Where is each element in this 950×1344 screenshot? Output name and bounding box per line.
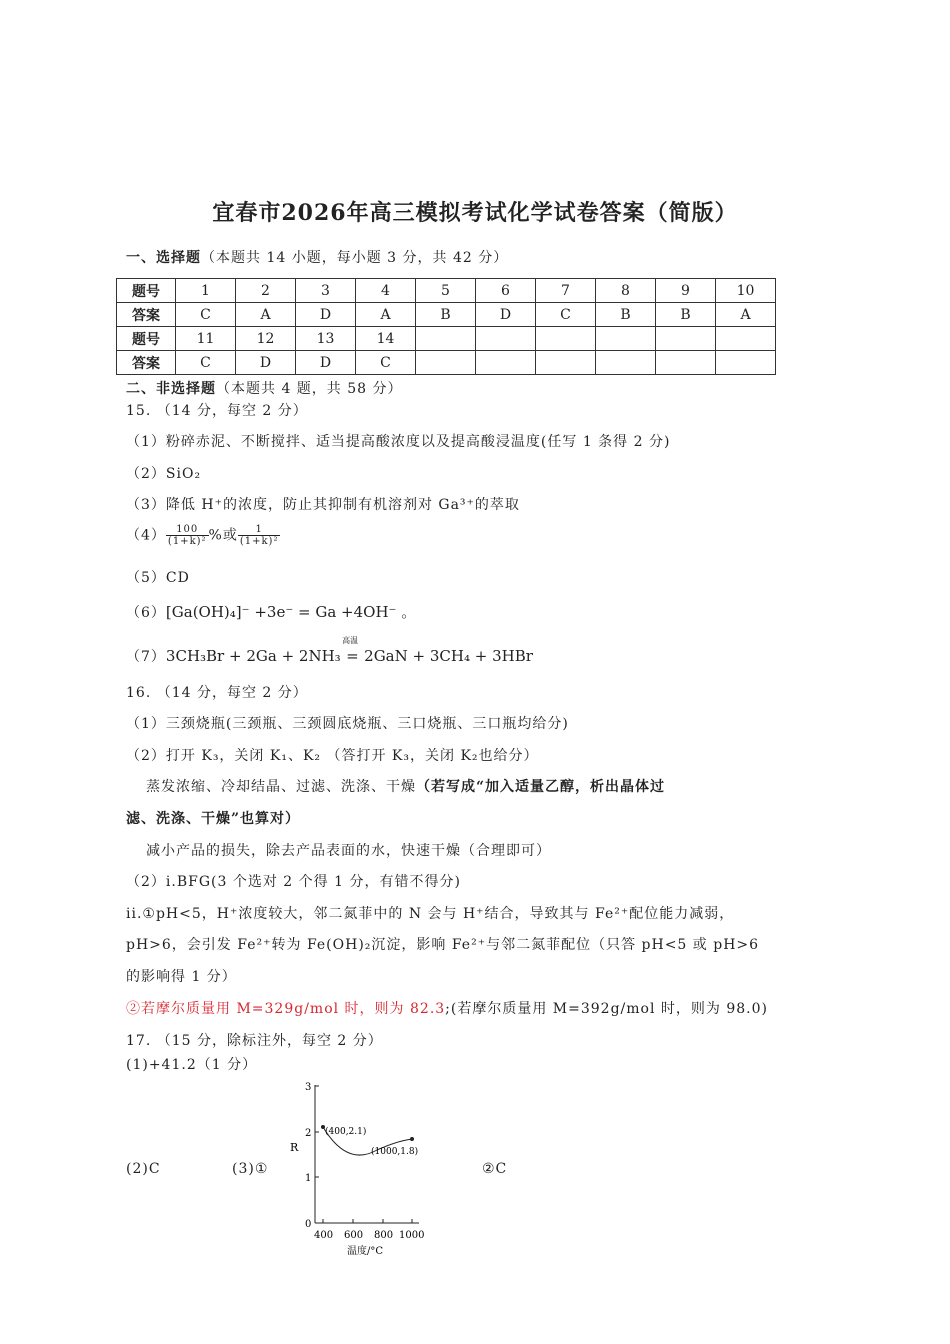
q15-answer-3: （3）降低 H⁺的浓度，防止其抑制有机溶剂对 Ga³⁺的萃取 — [126, 497, 520, 513]
y-tick-label: 0 — [305, 1219, 312, 1230]
fraction-2-numerator: 1 — [238, 524, 281, 536]
section2-note: （本题共 4 题，共 58 分） — [216, 381, 403, 397]
q15-answer-6-label: （6） — [126, 605, 166, 621]
q16-answer-7 — [126, 998, 768, 1018]
section2-heading: 二、非选择题 — [126, 381, 216, 397]
table-cell: 2 — [236, 279, 296, 303]
table-cell: C — [356, 351, 416, 375]
row-label-answer: 答案 — [117, 303, 176, 327]
table-cell: B — [656, 303, 716, 327]
q16-answer-7-red2: 82.3 — [410, 1001, 446, 1017]
table-cell — [716, 351, 776, 375]
fraction-1 — [166, 524, 209, 547]
q17-answer-1: (1)+41.2（1 分） — [126, 1057, 258, 1073]
table-cell: 11 — [176, 327, 236, 351]
table-row — [117, 351, 776, 375]
table-cell: D — [296, 303, 356, 327]
q15-answer-7-right: 2GaN + 3CH₄ + 3HBr — [364, 647, 533, 665]
table-cell: B — [596, 303, 656, 327]
table-cell — [536, 351, 596, 375]
table-cell: 7 — [536, 279, 596, 303]
q15-answer-6-equation: [Ga(OH)₄]⁻ +3e⁻ = Ga +4OH⁻ 。 — [165, 603, 417, 621]
q16-answer-3-bold1: （若写成“加入适量乙醇，析出晶体过 — [416, 779, 666, 795]
table-cell: 1 — [176, 279, 236, 303]
table-cell: 4 — [356, 279, 416, 303]
q16-header: 16. （14 分，每空 2 分） — [126, 685, 308, 701]
y-axis-label: R — [290, 1141, 299, 1154]
table-cell: C — [176, 303, 236, 327]
fraction-2-denominator: (1+k)² — [239, 536, 279, 547]
fraction-2 — [238, 524, 281, 547]
table-cell — [656, 327, 716, 351]
reaction-condition — [342, 636, 359, 665]
section2-heading-line — [126, 378, 403, 398]
table-cell: A — [236, 303, 296, 327]
curve-end-point — [410, 1137, 414, 1141]
table-cell — [476, 327, 536, 351]
y-tick-label: 1 — [305, 1173, 312, 1184]
q16-answer-6-line3: 的影响得 1 分） — [126, 969, 237, 985]
table-cell: D — [296, 351, 356, 375]
row-label-question: 题号 — [117, 279, 176, 303]
x-tick-label: 800 — [374, 1230, 394, 1241]
q17-answer-3: (3)① — [232, 1161, 269, 1177]
end-point-label: (1000,1.8) — [371, 1147, 419, 1157]
reaction-sign: = — [346, 647, 359, 665]
page-title: 宜春市2026年高三模拟考试化学试卷答案（简版） — [212, 200, 738, 226]
table-row — [117, 303, 776, 327]
table-cell — [536, 327, 596, 351]
row-label-question: 题号 — [117, 327, 176, 351]
x-tick-label: 400 — [314, 1230, 334, 1241]
q15-answer-7-label: （7） — [126, 649, 166, 665]
x-axis-label: 温度/°C — [347, 1246, 384, 1257]
q15-answer-2: （2）SiO₂ — [126, 466, 202, 482]
table-cell: D — [476, 303, 536, 327]
q16-answer-7-black: ;(若摩尔质量用 M=392g/mol 时，则为 98.0) — [445, 1001, 768, 1017]
table-cell — [596, 327, 656, 351]
q17-header: 17. （15 分，除标注外，每空 2 分） — [126, 1033, 383, 1049]
table-cell: 12 — [236, 327, 296, 351]
start-point-label: (400,2.1) — [325, 1127, 367, 1137]
q15-header: 15. （14 分，每空 2 分） — [126, 403, 308, 419]
q17-answer-2: (2)C — [126, 1161, 161, 1177]
section1-heading-line — [126, 247, 508, 267]
y-tick-label: 2 — [305, 1128, 312, 1139]
q17-answer-4: ②C — [482, 1161, 508, 1177]
x-tick-label: 1000 — [399, 1230, 425, 1241]
table-cell — [656, 351, 716, 375]
table-cell — [476, 351, 536, 375]
q16-answer-2: （2）打开 K₃，关闭 K₁、K₂ （答打开 K₃，关闭 K₂也给分） — [126, 748, 539, 764]
q16-answer-1: （1）三颈烧瓶(三颈瓶、三颈圆底烧瓶、三口烧瓶、三口瓶均给分) — [126, 716, 569, 732]
fraction-1-denominator: (1+k)² — [167, 536, 207, 547]
table-cell: A — [716, 303, 776, 327]
table-cell: 10 — [716, 279, 776, 303]
q16-answer-7-red1: ②若摩尔质量用 M=329g/mol 时，则为 — [126, 1001, 410, 1017]
table-cell — [416, 351, 476, 375]
answer-table — [116, 278, 776, 375]
q15-answer-7-left: 3CH₃Br + 2Ga + 2NH₃ — [165, 647, 341, 665]
q16-answer-6-line2: pH>6，会引发 Fe²⁺转为 Fe(OH)₂沉淀，影响 Fe²⁺与邻二氮菲配位（只答 pH<5 或 pH>6 — [126, 937, 760, 953]
reaction-condition-label: 高温 — [342, 636, 359, 645]
r-vs-temperature-graph — [285, 1075, 445, 1265]
q16-answer-3-line1 — [146, 776, 665, 796]
q15-answer-5: （5）CD — [126, 570, 190, 586]
table-cell: C — [536, 303, 596, 327]
q16-answer-3-line2: 滤、洗涤、干燥”也算对） — [126, 811, 301, 827]
table-cell — [416, 327, 476, 351]
q15-answer-4-label: （4） — [126, 527, 166, 544]
table-cell: B — [416, 303, 476, 327]
y-tick-label: 3 — [305, 1082, 312, 1093]
fraction-1-numerator: 100 — [166, 524, 209, 536]
q15-answer-6 — [126, 601, 416, 622]
table-cell: 6 — [476, 279, 536, 303]
table-cell: C — [176, 351, 236, 375]
q15-answer-4-mid: %或 — [208, 527, 238, 544]
table-cell: 3 — [296, 279, 356, 303]
q15-answer-1: （1）粉碎赤泥、不断搅拌、适当提高酸浓度以及提高酸浸温度(任写 1 条得 2 分) — [126, 434, 671, 450]
table-cell: 14 — [356, 327, 416, 351]
table-cell: D — [236, 351, 296, 375]
table-cell: 5 — [416, 279, 476, 303]
q16-answer-6-line1: ii.①pH<5，H⁺浓度较大，邻二氮菲中的 N 会与 H⁺结合，导致其与 Fe²⁺配位能力减弱， — [126, 906, 735, 922]
q16-answer-3-plain: 蒸发浓缩、冷却结晶、过滤、洗涤、干燥 — [146, 779, 416, 795]
table-cell — [716, 327, 776, 351]
table-cell — [596, 351, 656, 375]
section1-heading: 一、选择题 — [126, 250, 201, 266]
table-row — [117, 327, 776, 351]
table-cell: 9 — [656, 279, 716, 303]
q16-answer-4: 减小产品的损失，除去产品表面的水，快速干燥（合理即可） — [146, 843, 551, 859]
table-cell: 13 — [296, 327, 356, 351]
table-cell: A — [356, 303, 416, 327]
q15-answer-7 — [126, 636, 533, 666]
q15-answer-4 — [126, 524, 280, 547]
x-tick-label: 600 — [344, 1230, 364, 1241]
table-row — [117, 279, 776, 303]
section1-note: （本题共 14 小题，每小题 3 分，共 42 分） — [201, 250, 509, 266]
q16-answer-5: （2）i.BFG(3 个选对 2 个得 1 分，有错不得分) — [126, 874, 461, 890]
table-cell: 8 — [596, 279, 656, 303]
row-label-answer: 答案 — [117, 351, 176, 375]
